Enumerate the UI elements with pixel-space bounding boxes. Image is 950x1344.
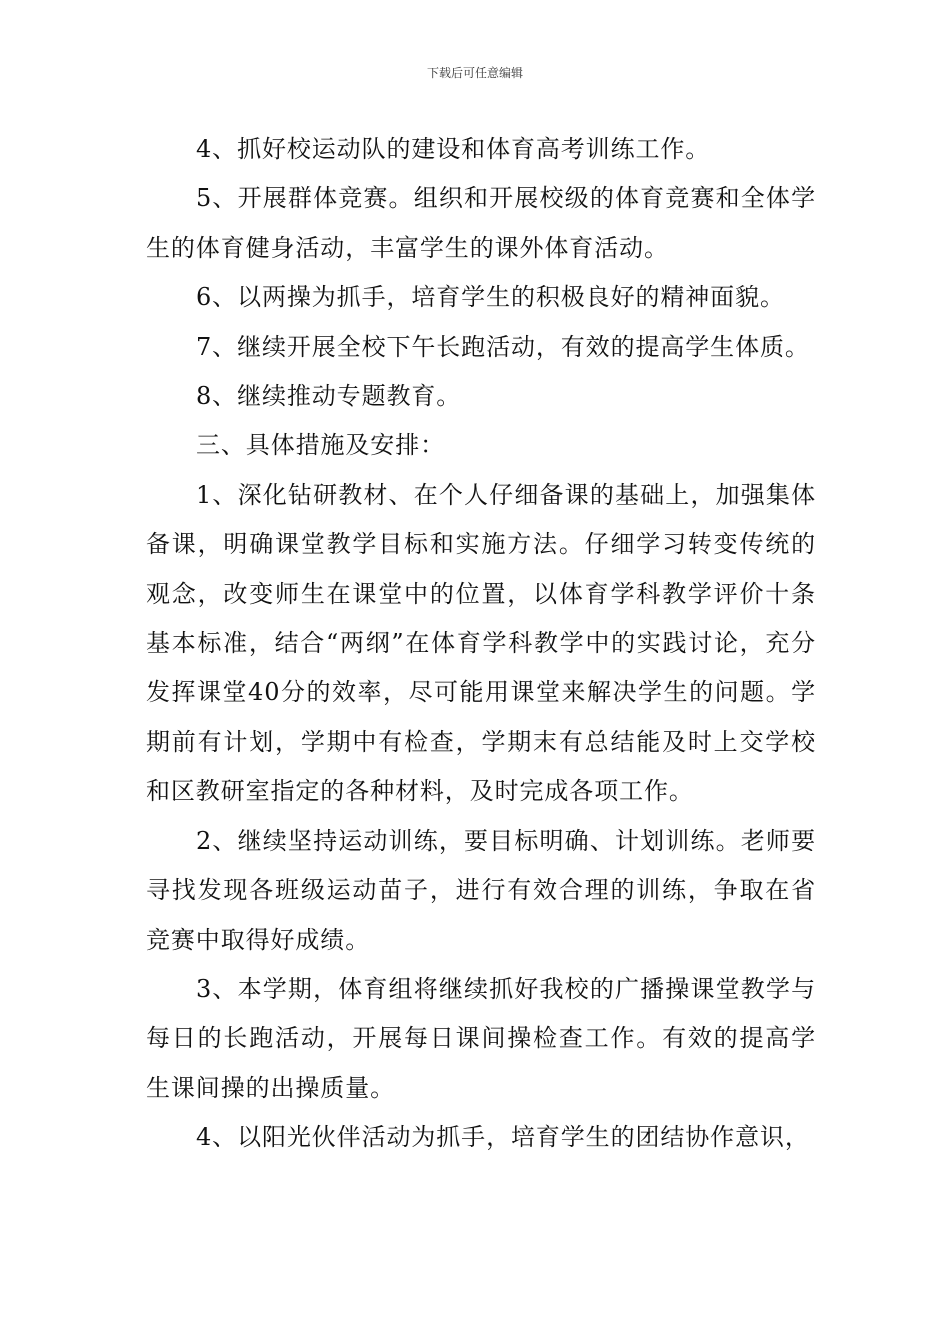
paragraph-item-5: 5、开展群体竞赛。组织和开展校级的体育竞赛和全体学生的体育健身活动，丰富学生的课外体育活动。 [146,184,816,262]
page-header-note: 下载后可任意编辑 [426,66,523,80]
paragraph-item-4: 4、抓好校运动队的建设和体育高考训练工作。 [196,135,711,163]
paragraph-measure-3: 3、本学期，体育组将继续抓好我校的广播操课堂教学与每日的长跑活动，开展每日课间操检查工作。有效的提高学生课间操的出操质量。 [146,974,816,1102]
section-heading-measures: 三、具体措施及安排： [196,431,445,460]
paragraph-measure-1: 1、深化钻研教材、在个人仔细备课的基础上，加强集体备课，明确课堂教学目标和实施方法。仔细学习转变传统的观念，改变师生在课堂中的位置，以体育学科教学评价十条基本标准，结合“两纲”在体育学科教学中的实践讨论，充分发挥课堂40分的效率，尽可能用课堂来解决学生的问题。学期前有计划，学期中有检查，学期末有总结能及时上交学校和区教研室指定的各种材料，及时完成各项工作。 [146,480,816,806]
paragraph-item-6: 6、以两操为抓手，培育学生的积极良好的精神面貌。 [196,283,785,312]
document-body [146,125,816,1163]
paragraph-measure-2: 2、继续坚持运动训练，要目标明确、计划训练。老师要寻找发现各班级运动苗子，进行有效合理的训练，争取在省竞赛中取得好成绩。 [146,826,816,954]
paragraph-item-8: 8、继续推动专题教育。 [196,382,462,411]
paragraph-item-7: 7、继续开展全校下午长跑活动，有效的提高学生体质。 [196,332,810,361]
paragraph-measure-4: 4、以阳光伙伴活动为抓手，培育学生的团结协作意识， [196,1123,810,1152]
